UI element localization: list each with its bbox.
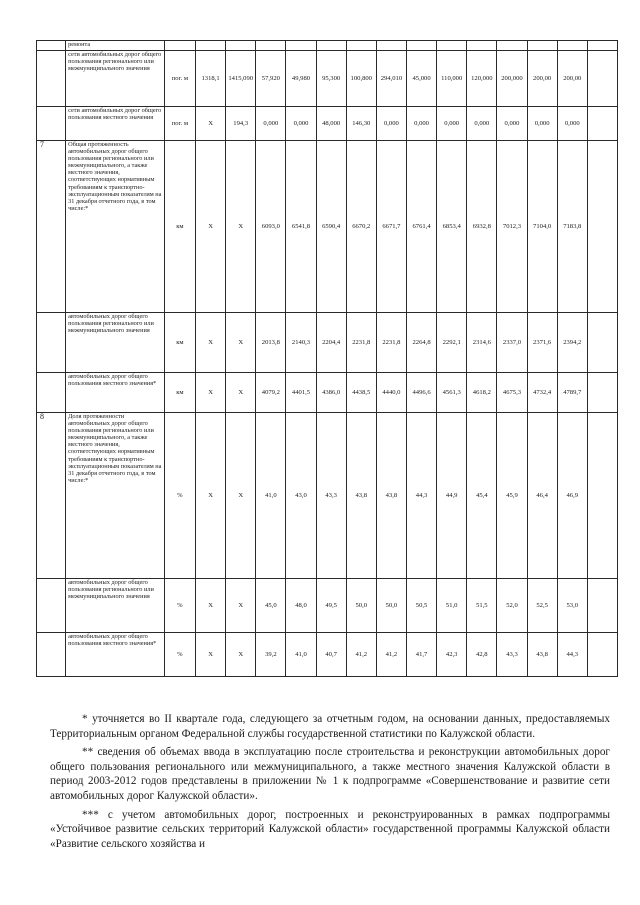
value-cell: 2231,8 — [376, 313, 406, 373]
value-cell: 41,0 — [286, 633, 316, 677]
table-row — [37, 141, 618, 313]
value-cell: 6590,4 — [316, 141, 346, 313]
value-cell: 46,9 — [557, 413, 587, 579]
unit-cell: км — [164, 313, 195, 373]
value-cell: Х — [196, 107, 226, 141]
value-cell: 45,0 — [256, 579, 286, 633]
value-cell: Х — [196, 413, 226, 579]
value-cell: 50,0 — [376, 579, 406, 633]
value-cell: 2140,3 — [286, 313, 316, 373]
indicator-name: автомобильных дорог общего пользования местного значения* — [66, 373, 165, 413]
value-cell: 2314,6 — [467, 313, 497, 373]
unit-cell: % — [164, 413, 195, 579]
value-cell: 0,000 — [256, 107, 286, 141]
value-cell: 52,5 — [527, 579, 557, 633]
unit-cell: пог. м — [164, 107, 195, 141]
value-cell: 294,010 — [376, 51, 406, 107]
value-cell: 57,920 — [256, 51, 286, 107]
value-cell — [256, 41, 286, 51]
value-cell: 40,7 — [316, 633, 346, 677]
value-cell: 4386,0 — [316, 373, 346, 413]
unit-cell: пог. м — [164, 51, 195, 107]
value-cell: 6932,8 — [467, 141, 497, 313]
value-cell: 95,300 — [316, 51, 346, 107]
row-number — [37, 313, 66, 373]
footnote-1: * уточняется во II квартале года, следующего за отчетным годом, на основании данных, предоставляемых Территориальным органом Федеральной службы государственной статистики по Калужской области. — [50, 713, 610, 740]
value-cell: Х — [226, 141, 256, 313]
value-cell: 4561,3 — [437, 373, 467, 413]
value-cell: 4732,4 — [527, 373, 557, 413]
value-cell: Х — [226, 313, 256, 373]
row-number — [37, 41, 66, 51]
value-cell: 49,980 — [286, 51, 316, 107]
value-cell: 43,8 — [376, 413, 406, 579]
value-cell: 4079,2 — [256, 373, 286, 413]
unit-cell: км — [164, 373, 195, 413]
value-cell: 2231,8 — [346, 313, 376, 373]
value-cell — [587, 373, 617, 413]
value-cell: 200,00 — [527, 51, 557, 107]
value-cell: 39,2 — [256, 633, 286, 677]
row-number — [37, 373, 66, 413]
value-cell: 44,3 — [557, 633, 587, 677]
value-cell — [346, 41, 376, 51]
value-cell: 50,0 — [346, 579, 376, 633]
table-row — [37, 633, 618, 677]
value-cell — [587, 41, 617, 51]
value-cell: 6671,7 — [376, 141, 406, 313]
value-cell: 120,000 — [467, 51, 497, 107]
value-cell: 45,000 — [406, 51, 436, 107]
value-cell — [406, 41, 436, 51]
value-cell: 200,00 — [557, 51, 587, 107]
value-cell: Х — [196, 373, 226, 413]
indicator-name: автомобильных дорог общего пользования местного значения* — [66, 633, 165, 677]
value-cell: 194,3 — [226, 107, 256, 141]
value-cell: 2292,1 — [437, 313, 467, 373]
value-cell: 43,3 — [497, 633, 527, 677]
value-cell: 6853,4 — [437, 141, 467, 313]
value-cell — [437, 41, 467, 51]
value-cell: 6670,2 — [346, 141, 376, 313]
value-cell: 200,000 — [497, 51, 527, 107]
value-cell: 0,000 — [527, 107, 557, 141]
value-cell: 43,3 — [316, 413, 346, 579]
value-cell: 48,0 — [286, 579, 316, 633]
value-cell — [587, 633, 617, 677]
value-cell: 6093,0 — [256, 141, 286, 313]
value-cell — [316, 41, 346, 51]
table-row — [37, 373, 618, 413]
value-cell: 45,4 — [467, 413, 497, 579]
value-cell: Х — [226, 413, 256, 579]
value-cell: 0,000 — [497, 107, 527, 141]
value-cell — [286, 41, 316, 51]
value-cell: 2013,8 — [256, 313, 286, 373]
indicator-name: автомобильных дорог общего пользования регионального или межмуниципального значения — [66, 313, 165, 373]
indicator-name: сети автомобильных дорог общего пользования местного значения — [66, 107, 165, 141]
value-cell: 2394,2 — [557, 313, 587, 373]
table-row — [37, 107, 618, 141]
value-cell: 4789,7 — [557, 373, 587, 413]
table-row — [37, 413, 618, 579]
value-cell: 0,000 — [376, 107, 406, 141]
footnote-2: ** сведения об объемах ввода в эксплуатацию после строительства и реконструкции автомобильных дорог общего пользования регионального или межмуниципального, а также местного значения Калужской области в период 2003-2012 годов представлены в приложении № 1 к подпрограмме «Совершенствование и развитие сети автомобильных дорог Калужской области». — [50, 746, 610, 802]
value-cell: 51,0 — [437, 579, 467, 633]
value-cell — [527, 41, 557, 51]
value-cell — [587, 313, 617, 373]
unit-cell: % — [164, 633, 195, 677]
value-cell: 4438,5 — [346, 373, 376, 413]
unit-cell — [164, 41, 195, 51]
row-number — [37, 51, 66, 107]
value-cell: 41,0 — [256, 413, 286, 579]
value-cell: 7012,3 — [497, 141, 527, 313]
indicators-table — [36, 40, 618, 677]
value-cell: 46,4 — [527, 413, 557, 579]
value-cell: 4440,0 — [376, 373, 406, 413]
value-cell — [196, 41, 226, 51]
value-cell: 6541,8 — [286, 141, 316, 313]
value-cell: 2204,4 — [316, 313, 346, 373]
footnotes — [50, 712, 610, 855]
row-number: 7 — [37, 141, 66, 313]
row-number: 8 — [37, 413, 66, 579]
value-cell: 2371,6 — [527, 313, 557, 373]
value-cell: 43,0 — [286, 413, 316, 579]
value-cell: 43,8 — [346, 413, 376, 579]
value-cell: 6761,4 — [406, 141, 436, 313]
value-cell: 4618,2 — [467, 373, 497, 413]
value-cell: 43,8 — [527, 633, 557, 677]
table-row — [37, 313, 618, 373]
indicator-name: сети автомобильных дорог общего пользования регионального или межмуниципального значения — [66, 51, 165, 107]
value-cell: 7183,8 — [557, 141, 587, 313]
value-cell: 53,0 — [557, 579, 587, 633]
value-cell: Х — [196, 141, 226, 313]
value-cell: 52,0 — [497, 579, 527, 633]
value-cell: 1318,1 — [196, 51, 226, 107]
value-cell: 44,3 — [406, 413, 436, 579]
value-cell: 41,7 — [406, 633, 436, 677]
value-cell: 4496,6 — [406, 373, 436, 413]
value-cell: 0,000 — [467, 107, 497, 141]
value-cell: 2264,8 — [406, 313, 436, 373]
value-cell: Х — [226, 633, 256, 677]
value-cell: 42,8 — [467, 633, 497, 677]
value-cell: 51,5 — [467, 579, 497, 633]
value-cell: 146,30 — [346, 107, 376, 141]
value-cell: 50,5 — [406, 579, 436, 633]
value-cell: 45,9 — [497, 413, 527, 579]
value-cell — [497, 41, 527, 51]
table-row — [37, 41, 618, 51]
value-cell: 0,000 — [437, 107, 467, 141]
footnote-3: *** с учетом автомобильных дорог, построенных и реконструированных в рамках подпрограммы «Устойчивое развитие сельских территорий Калужской области» государственной программы Калужской области «Развитие сельского хозяйства и — [50, 808, 610, 850]
value-cell — [467, 41, 497, 51]
row-number — [37, 579, 66, 633]
value-cell: 41,2 — [376, 633, 406, 677]
indicator-name: Общая протяженность автомобильных дорог общего пользования регионального или межмуниципального, а также местного значения, соответствующих нормативным требованиям к транспортно-эксплуатационным показателям на 31 декабря отчетного года, в том числе:* — [66, 141, 165, 313]
table-row — [37, 579, 618, 633]
value-cell — [587, 579, 617, 633]
value-cell: 49,5 — [316, 579, 346, 633]
value-cell — [587, 141, 617, 313]
unit-cell: % — [164, 579, 195, 633]
value-cell: 0,000 — [406, 107, 436, 141]
value-cell: Х — [196, 313, 226, 373]
value-cell: 4401,5 — [286, 373, 316, 413]
value-cell: 7104,0 — [527, 141, 557, 313]
indicator-name: автомобильных дорог общего пользования регионального или межмуниципального значения — [66, 579, 165, 633]
value-cell: 2337,0 — [497, 313, 527, 373]
value-cell: Х — [226, 373, 256, 413]
value-cell: 0,000 — [557, 107, 587, 141]
row-number — [37, 633, 66, 677]
value-cell: Х — [196, 579, 226, 633]
value-cell: 0,000 — [286, 107, 316, 141]
value-cell: Х — [226, 579, 256, 633]
value-cell: 48,000 — [316, 107, 346, 141]
value-cell: 100,800 — [346, 51, 376, 107]
row-number — [37, 107, 66, 141]
value-cell: 1415,090 — [226, 51, 256, 107]
indicator-name: Доля протяженности автомобильных дорог общего пользования регионального или межмуниципального, а также местного значения, соответствующих нормативным требованиям к транспортно-эксплуатационным показателям на 31 декабря отчетного года, в том числе:* — [66, 413, 165, 579]
value-cell: 4675,3 — [497, 373, 527, 413]
value-cell: 110,000 — [437, 51, 467, 107]
unit-cell: км — [164, 141, 195, 313]
value-cell: 41,2 — [346, 633, 376, 677]
value-cell: 42,3 — [437, 633, 467, 677]
value-cell — [557, 41, 587, 51]
table-row — [37, 51, 618, 107]
value-cell — [376, 41, 406, 51]
value-cell — [226, 41, 256, 51]
value-cell — [587, 413, 617, 579]
value-cell — [587, 51, 617, 107]
value-cell — [587, 107, 617, 141]
value-cell: 44,9 — [437, 413, 467, 579]
indicator-name: ремонта — [66, 41, 165, 51]
value-cell: Х — [196, 633, 226, 677]
